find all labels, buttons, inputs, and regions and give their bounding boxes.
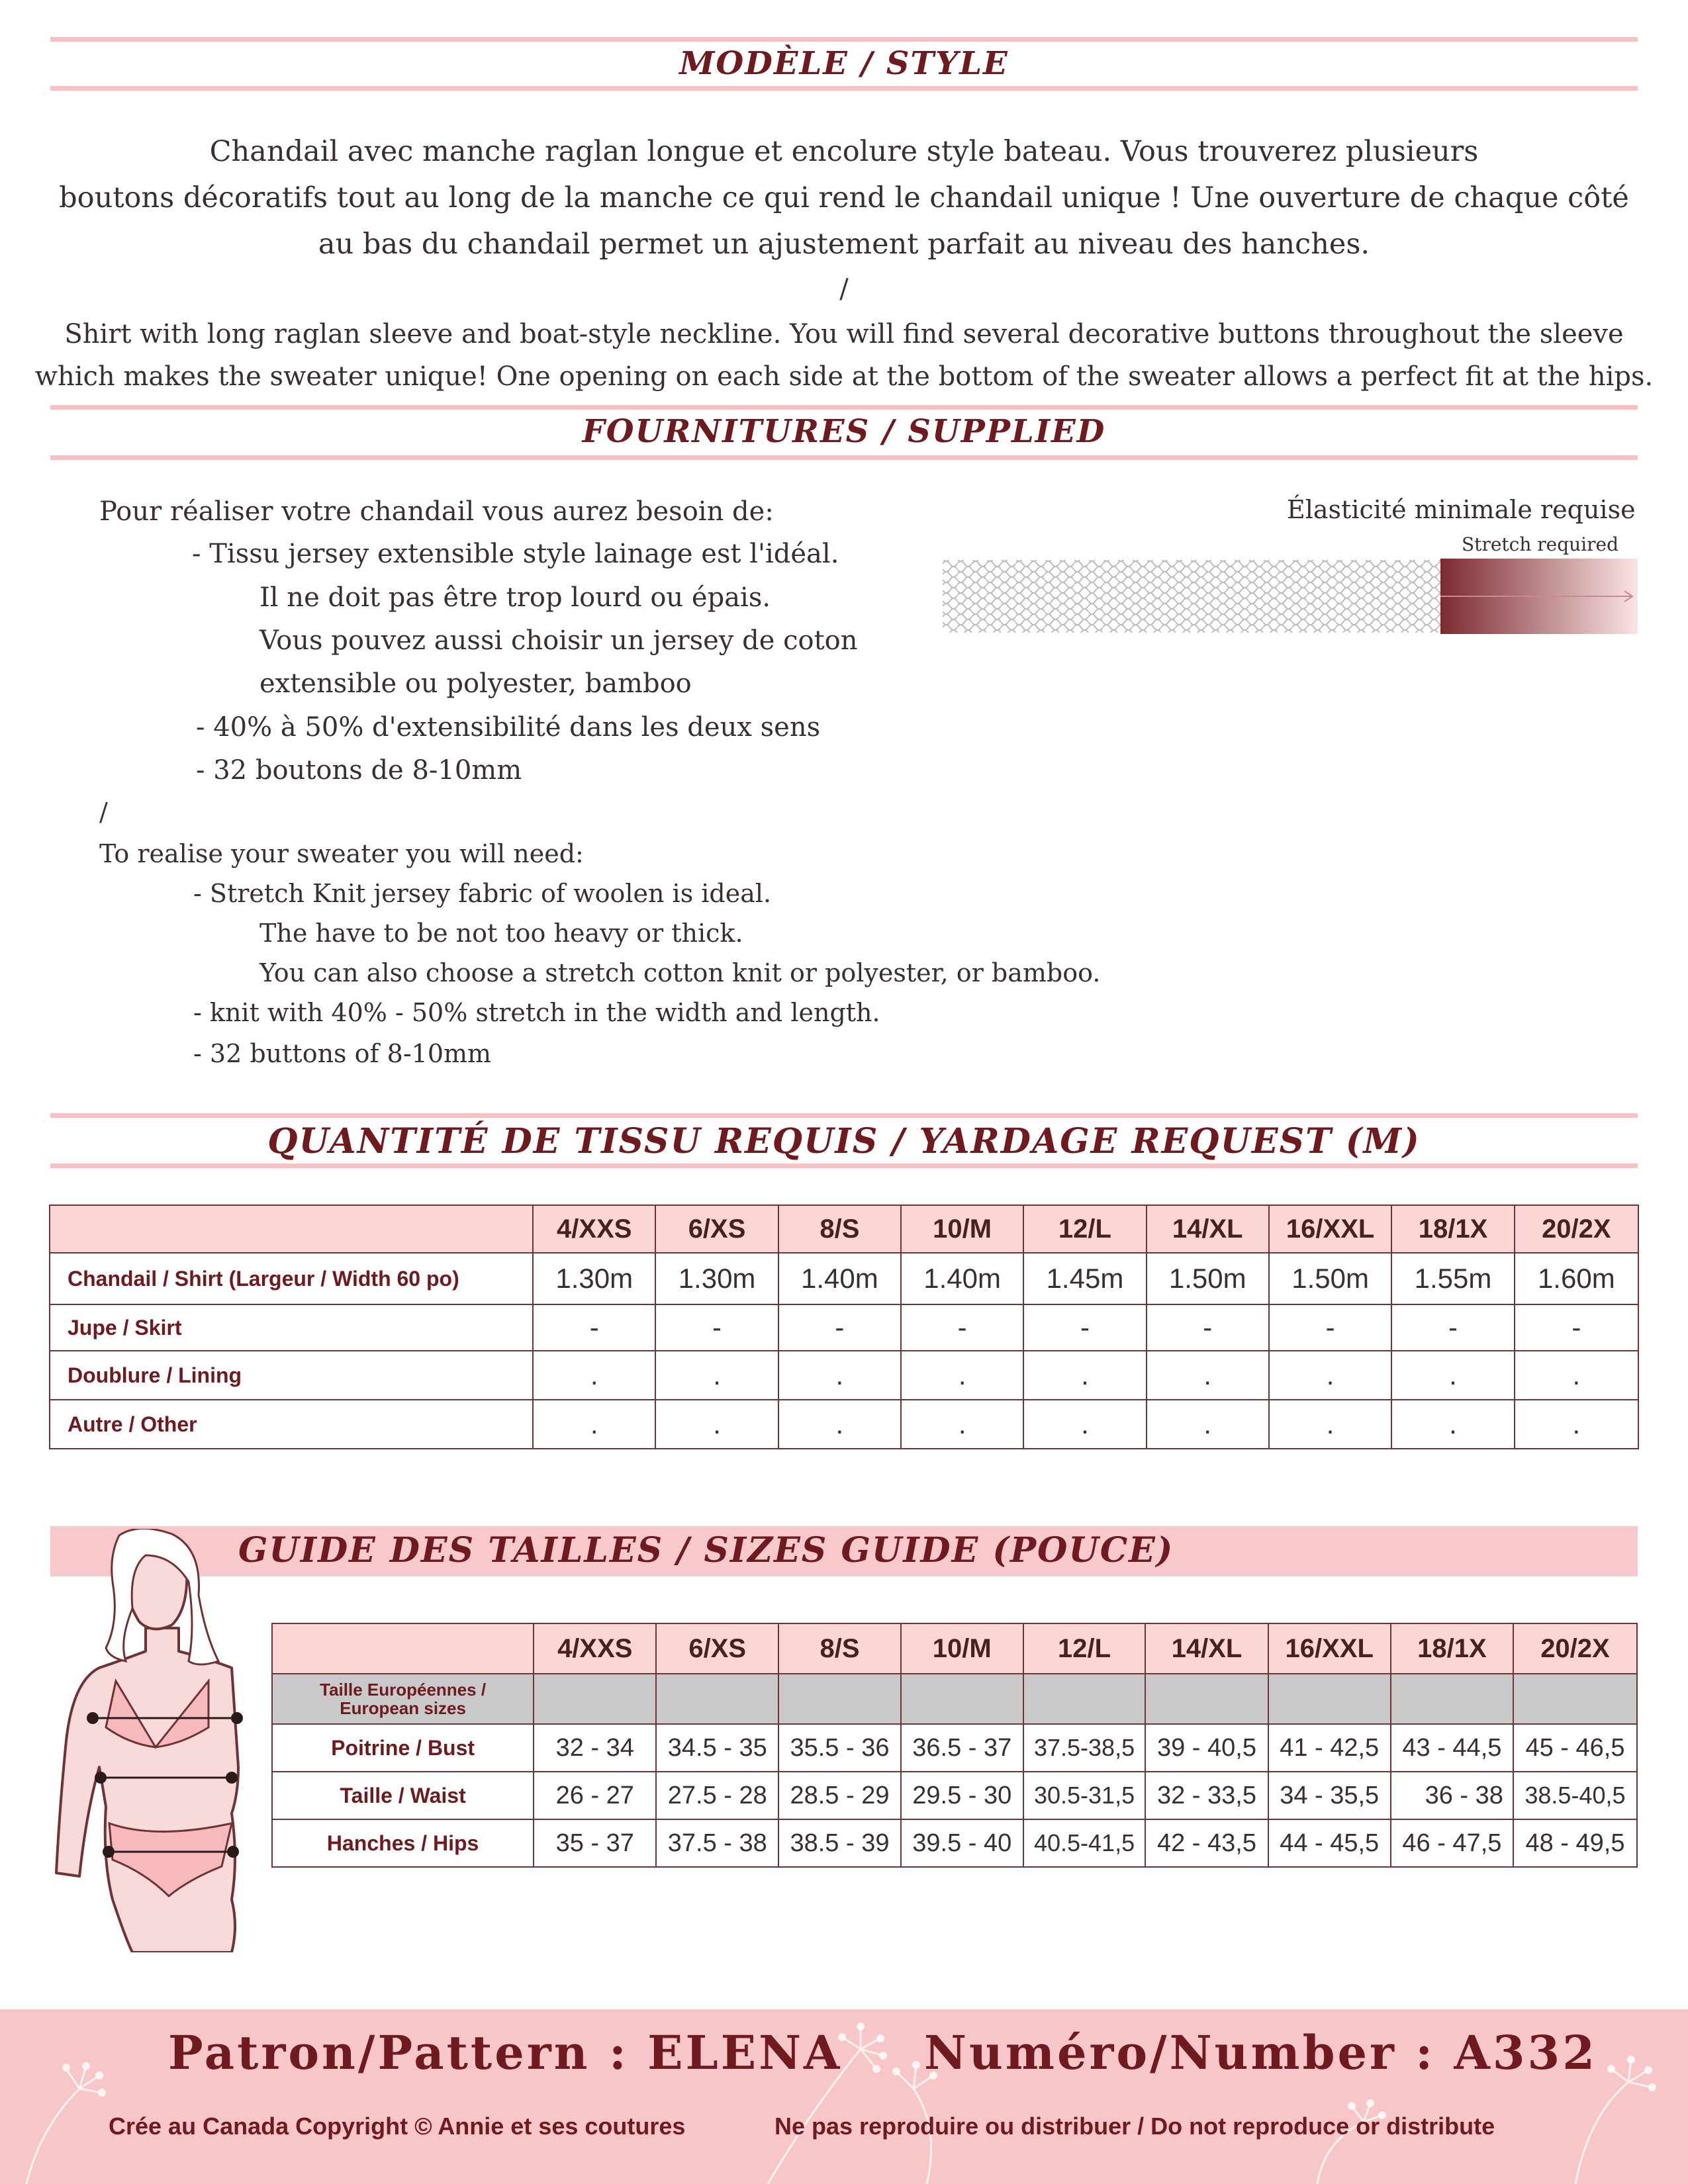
measurement-value: 27.5 - 28 [656, 1772, 778, 1819]
measurement-value: 40.5-41,5 [1023, 1819, 1146, 1867]
yardage-value: - [533, 1304, 655, 1351]
measurement-value: 38.5 - 39 [778, 1819, 901, 1867]
measurement-value: 35 - 37 [534, 1819, 656, 1867]
measurement-value: 35.5 - 36 [778, 1724, 901, 1772]
size-header: 10/M [901, 1205, 1023, 1253]
yardage-value: 1.40m [778, 1253, 901, 1304]
yardage-value: . [901, 1400, 1023, 1449]
reproduction-notice: Ne pas reproduire ou distribuer / Do not reproduce or distribute [774, 2113, 1495, 2140]
style-description-en-line-1: Shirt with long raglan sleeve and boat-style neckline. You will find several decorative buttons throughout the sleeve [64, 319, 1624, 349]
european-size-cell [1268, 1674, 1391, 1724]
european-size-cell [1391, 1674, 1513, 1724]
european-sizes-label-en: European sizes [340, 1698, 466, 1718]
supplies-section-title: FOURNITURES / SUPPLIED [582, 413, 1106, 450]
supplies-en-item: - Stretch Knit jersey fabric of woolen is ideal. [193, 879, 772, 908]
sizes-guide-table [271, 1623, 1638, 1868]
yardage-value: 1.50m [1269, 1253, 1391, 1304]
size-header: 12/L [1023, 1205, 1146, 1253]
table-row [50, 1304, 1638, 1351]
yardage-value: . [901, 1351, 1023, 1400]
size-header: 4/XXS [534, 1623, 656, 1674]
yardage-value: 1.55m [1391, 1253, 1514, 1304]
supplies-fr-item: - 32 boutons de 8-10mm [196, 755, 522, 786]
size-header: 6/XS [656, 1623, 778, 1674]
table-row [272, 1772, 1637, 1819]
size-header: 14/XL [1145, 1623, 1268, 1674]
european-sizes-row [272, 1674, 1637, 1724]
measurement-value: 34 - 35,5 [1268, 1772, 1391, 1819]
yardage-value: . [533, 1400, 655, 1449]
european-size-cell [901, 1674, 1023, 1724]
yardage-value: . [778, 1400, 901, 1449]
yardage-value: 1.45m [1023, 1253, 1146, 1304]
measurement-value: 32 - 34 [534, 1724, 656, 1772]
measurement-value: 44 - 45,5 [1268, 1819, 1391, 1867]
yardage-value: 1.60m [1515, 1253, 1638, 1304]
yardage-table [49, 1205, 1639, 1449]
size-header: 14/XL [1147, 1205, 1269, 1253]
measurement-value: 36 - 38 [1391, 1772, 1513, 1819]
measurement-value: 39 - 40,5 [1145, 1724, 1268, 1772]
row-label: Poitrine / Bust [272, 1724, 534, 1772]
measurement-value: 48 - 49,5 [1513, 1819, 1637, 1867]
supplies-en-item: - knit with 40% - 50% stretch in the width and length. [193, 998, 880, 1027]
size-header: 20/2X [1513, 1623, 1637, 1674]
measurement-value: 28.5 - 29 [778, 1772, 901, 1819]
yardage-value: . [1147, 1400, 1269, 1449]
yardage-value: . [1391, 1351, 1514, 1400]
table-row [50, 1253, 1638, 1304]
supplies-en-intro: To realise your sweater you will need: [99, 839, 584, 868]
measurement-value: 38.5-40,5 [1513, 1772, 1637, 1819]
divider-line [50, 37, 1638, 42]
yardage-value: . [778, 1351, 901, 1400]
measurement-value: 36.5 - 37 [901, 1724, 1023, 1772]
pattern-name: Patron/Pattern : ELENA [168, 2025, 843, 2080]
sizes-guide-title: GUIDE DES TAILLES / SIZES GUIDE (POUCE) [238, 1530, 1174, 1570]
yardage-value: . [1515, 1351, 1638, 1400]
style-section-title: MODÈLE / STYLE [679, 45, 1009, 82]
measurement-value: 32 - 33,5 [1145, 1772, 1268, 1819]
measurement-value: 26 - 27 [534, 1772, 656, 1819]
size-header: 10/M [901, 1623, 1023, 1674]
size-header: 6/XS [655, 1205, 778, 1253]
size-header: 8/S [778, 1205, 901, 1253]
divider-line [50, 86, 1638, 91]
divider-line [50, 1163, 1638, 1168]
supplies-fr-item: - 40% à 50% d'extensibilité dans les deux sens [196, 712, 821, 743]
size-header: 4/XXS [533, 1205, 655, 1253]
european-sizes-label [272, 1674, 534, 1724]
table-row [50, 1400, 1638, 1449]
supplies-en-item: You can also choose a stretch cotton knit or polyester, or bamboo. [259, 958, 1101, 987]
measurement-value: 29.5 - 30 [901, 1772, 1023, 1819]
yardage-value: - [1147, 1304, 1269, 1351]
supplies-fr-item: Vous pouvez aussi choisir un jersey de coton [259, 625, 858, 656]
table-row [272, 1724, 1637, 1772]
row-label: Hanches / Hips [272, 1819, 534, 1867]
sizes-header-row [272, 1623, 1637, 1674]
table-row [272, 1819, 1637, 1867]
style-description-fr-line-1: Chandail avec manche raglan longue et encolure style bateau. Vous trouverez plusieurs [209, 135, 1479, 168]
stretch-label-en: Stretch required [1462, 533, 1619, 555]
supplies-en-item: - 32 buttons of 8-10mm [193, 1039, 492, 1068]
yardage-value: . [1269, 1400, 1391, 1449]
style-separator: / [839, 274, 849, 304]
measurement-value: 30.5-31,5 [1023, 1772, 1146, 1819]
measurement-value: 37.5-38,5 [1023, 1724, 1146, 1772]
supplies-fr-intro: Pour réaliser votre chandail vous aurez besoin de: [99, 496, 774, 527]
size-header: 16/XXL [1269, 1205, 1391, 1253]
row-label: Chandail / Shirt (Largeur / Width 60 po) [50, 1253, 533, 1304]
yardage-value: - [901, 1304, 1023, 1351]
table-row [50, 1351, 1638, 1400]
divider-line [50, 455, 1638, 460]
row-label: Jupe / Skirt [50, 1304, 533, 1351]
yardage-value: - [1391, 1304, 1514, 1351]
size-header: 20/2X [1515, 1205, 1638, 1253]
yardage-header-row [50, 1205, 1638, 1253]
row-label: Autre / Other [50, 1400, 533, 1449]
measurement-value: 43 - 44,5 [1391, 1724, 1513, 1772]
body-figure-illustration [40, 1529, 258, 1952]
measurement-value: 34.5 - 35 [656, 1724, 778, 1772]
size-header: 18/1X [1391, 1623, 1513, 1674]
european-size-cell [656, 1674, 778, 1724]
measurement-value: 46 - 47,5 [1391, 1819, 1513, 1867]
yardage-value: - [778, 1304, 901, 1351]
copyright-text: Crée au Canada Copyright © Annie et ses coutures [109, 2113, 686, 2140]
european-size-cell [534, 1674, 656, 1724]
size-header: 18/1X [1391, 1205, 1514, 1253]
stretch-label-fr: Élasticité minimale requise [1287, 495, 1636, 524]
yardage-value: - [1515, 1304, 1638, 1351]
yardage-section-title: QUANTITÉ DE TISSU REQUIS / YARDAGE REQUEST (M) [267, 1121, 1421, 1161]
style-description-en-line-2: which makes the sweater unique! One opening on each side at the bottom of the sweater allows a perfect fit at the hips. [34, 361, 1654, 392]
yardage-value: . [1515, 1400, 1638, 1449]
header-empty-cell [50, 1205, 533, 1253]
yardage-value: . [1391, 1400, 1514, 1449]
style-description-fr-line-3: au bas du chandail permet un ajustement parfait au niveau des hanches. [318, 228, 1370, 261]
size-header: 8/S [778, 1623, 901, 1674]
pattern-number: Numéro/Number : A332 [924, 2025, 1597, 2080]
style-description-fr-line-2: boutons décoratifs tout au long de la manche ce qui rend le chandail unique ! Une ouverture de chaque côté [59, 181, 1629, 214]
divider-line [50, 1113, 1638, 1118]
size-header: 12/L [1023, 1623, 1146, 1674]
european-sizes-label-fr: Taille Européennes / [320, 1680, 487, 1700]
row-label: Taille / Waist [272, 1772, 534, 1819]
yardage-value: - [1023, 1304, 1146, 1351]
measurement-value: 42 - 43,5 [1145, 1819, 1268, 1867]
yardage-value: 1.50m [1147, 1253, 1269, 1304]
row-label: Doublure / Lining [50, 1351, 533, 1400]
yardage-value: . [1023, 1351, 1146, 1400]
yardage-value: . [533, 1351, 655, 1400]
yardage-value: . [1023, 1400, 1146, 1449]
size-header: 16/XXL [1268, 1623, 1391, 1674]
divider-line [50, 405, 1638, 410]
yardage-value: . [1269, 1351, 1391, 1400]
yardage-value: - [655, 1304, 778, 1351]
yardage-value: . [655, 1351, 778, 1400]
supplies-en-item: The have to be not too heavy or thick. [259, 919, 743, 948]
measurement-value: 39.5 - 40 [901, 1819, 1023, 1867]
yardage-value: 1.40m [901, 1253, 1023, 1304]
measurement-value: 41 - 42,5 [1268, 1724, 1391, 1772]
measurement-value: 45 - 46,5 [1513, 1724, 1637, 1772]
supplies-fr-item: extensible ou polyester, bamboo [259, 668, 692, 699]
stretch-gauge [943, 559, 1639, 634]
yardage-value: 1.30m [655, 1253, 778, 1304]
european-size-cell [1513, 1674, 1637, 1724]
header-empty-cell [272, 1623, 534, 1674]
knit-swatch [943, 560, 1440, 633]
supplies-fr-item: - Tissu jersey extensible style lainage est l'idéal. [192, 539, 839, 569]
supplies-fr-item: Il ne doit pas être trop lourd ou épais. [259, 582, 771, 613]
european-size-cell [1023, 1674, 1146, 1724]
european-size-cell [778, 1674, 901, 1724]
supplies-separator: / [99, 797, 108, 827]
yardage-value: . [655, 1400, 778, 1449]
yardage-value: 1.30m [533, 1253, 655, 1304]
measurement-value: 37.5 - 38 [656, 1819, 778, 1867]
yardage-value: . [1147, 1351, 1269, 1400]
yardage-value: - [1269, 1304, 1391, 1351]
european-size-cell [1145, 1674, 1268, 1724]
